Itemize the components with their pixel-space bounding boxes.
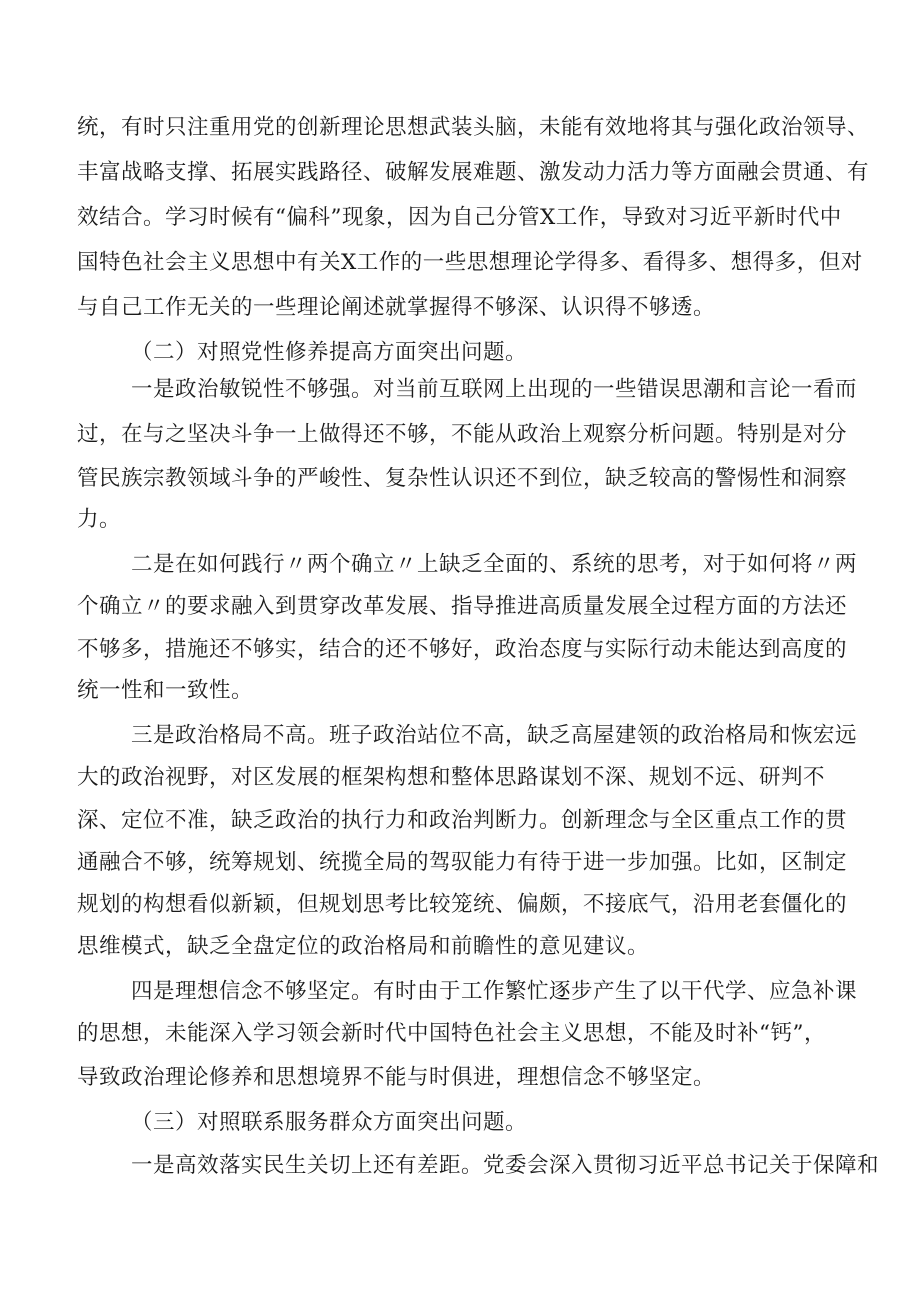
paragraph-line: 过，在与之坚决斗争一上做得还不够，不能从政治上观察分析问题。特别是对分: [77, 422, 848, 447]
section-heading: （二）对照党性修养提高方面突出问题。: [131, 340, 528, 365]
paragraph-line: 思维模式，缺乏全盘定位的政治格局和前瞻性的意见建议。: [77, 934, 650, 959]
paragraph-line: 导致政治理论修养和思想境界不能与时俱进，理想信念不够坚定。: [77, 1065, 716, 1090]
paragraph-line: 一是政治敏锐性不够强。对当前互联网上出现的一些错误思潮和言论一看而: [131, 377, 858, 402]
paragraph-line: 大的政治视野，对区发展的框架构想和整体思路谋划不深、规划不远、研判不: [77, 765, 826, 790]
paragraph-line: 不够多，措施还不够实，结合的还不够好，政治态度与实际行动未能达到高度的: [77, 637, 848, 662]
paragraph-line: 统一性和一致性。: [77, 678, 254, 703]
paragraph-line: 四是理想信念不够坚定。有时由于工作繁忙逐步产生了以干代学、应急补课: [131, 979, 858, 1004]
paragraph-line: 三是政治格局不高。班子政治站位不高，缺乏高屋建领的政治格局和恢宏远: [131, 723, 858, 748]
paragraph-line: 国特色社会主义思想中有关X工作的一些思想理论学得多、看得多、想得多，但对: [77, 250, 863, 275]
paragraph-line: 效结合。学习时候有“偏科”现象，因为自己分管X工作，导致对习近平新时代中: [77, 205, 842, 230]
paragraph-line: 通融合不够，统筹规划、统揽全局的驾驭能力有待于进一步加强。比如，区制定: [77, 850, 848, 875]
paragraph-line: 与自己工作无关的一些理论阐述就掌握得不够深、认识得不够透。: [77, 295, 716, 320]
paragraph-line: 个确立〃的要求融入到贯穿改革发展、指导推进高质量发展全过程方面的方法还: [77, 594, 848, 619]
paragraph-line: 深、定位不准，缺乏政治的执行力和政治判断力。创新理念与全区重点工作的贯: [77, 808, 848, 833]
paragraph-line: 力。: [77, 507, 122, 532]
paragraph-line: 规划的构想看似新颖，但规划思考比较笼统、偏颇，不接底气，沿用老套僵化的: [77, 892, 848, 917]
paragraph-line: 一是高效落实民生关切上还有差距。党委会深入贯彻习近平总书记关于保障和: [131, 1153, 880, 1178]
paragraph-line: 统，有时只注重用党的创新理论思想武装头脑，未能有效地将其与强化政治领导、: [77, 115, 870, 140]
section-heading: （三）对照联系服务群众方面突出问题。: [131, 1110, 528, 1135]
paragraph-line: 二是在如何践行〃两个确立〃上缺乏全面的、系统的思考，对于如何将〃两: [131, 552, 858, 577]
paragraph-line: 丰富战略支撑、拓展实践路径、破解发展难题、激发动力活力等方面融会贯通、有: [77, 160, 870, 185]
paragraph-line: 管民族宗教领域斗争的严峻性、复杂性认识还不到位，缺乏较高的警惕性和洞察: [77, 466, 848, 491]
paragraph-line: 的思想，未能深入学习领会新时代中国特色社会主义思想，不能及时补“钙”，: [77, 1021, 826, 1046]
